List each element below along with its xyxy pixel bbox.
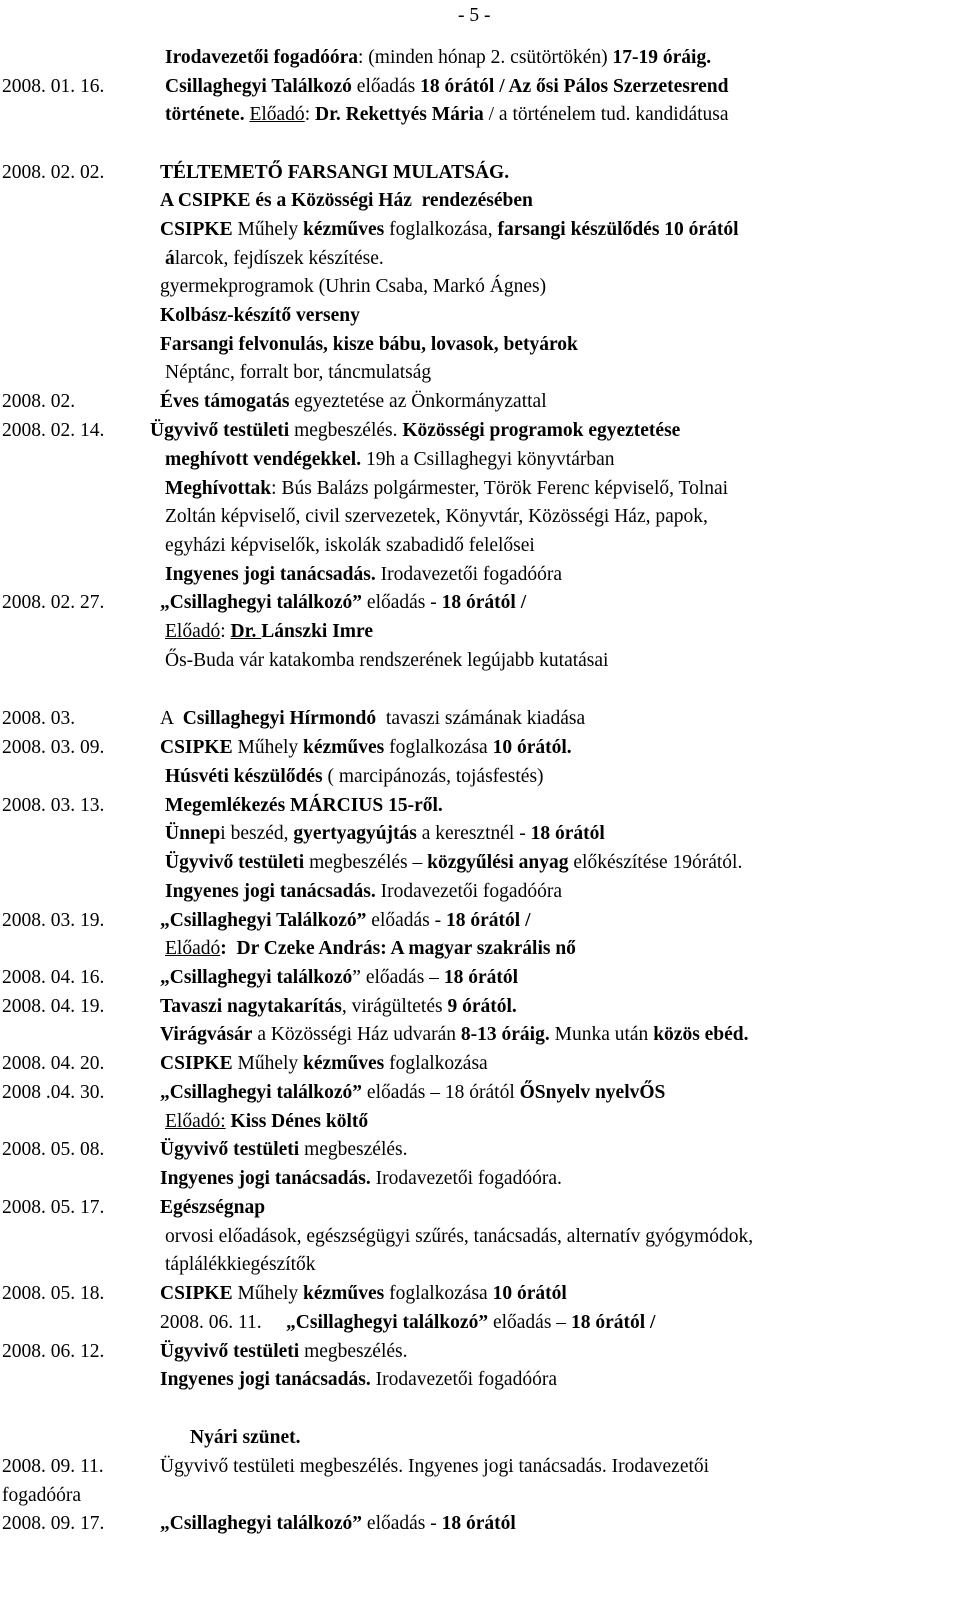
bold-text: Közösségi programok egyeztetése: [402, 420, 681, 441]
entry-text: [160, 331, 578, 359]
bold-text: Dr Czeke András: A magyar szakrális nő: [231, 938, 576, 959]
text-run: : (minden hónap 2. csütörtökén): [357, 47, 613, 68]
entry-date: 2008. 05. 08.: [2, 1139, 105, 1160]
bold-text: Virágvásár: [160, 1024, 253, 1045]
text-run: a keresztnél -: [416, 823, 531, 844]
entry-text: [160, 734, 572, 762]
text-run: Irodavezetői fogadóóra: [375, 881, 562, 902]
entry-text: [165, 1251, 316, 1279]
bold-text: CSIPKE: [160, 737, 233, 758]
text-run: megbeszélés.: [289, 420, 403, 441]
bold-text: gyertyagyújtás: [293, 823, 417, 844]
bold-text: Kolbász-készítő verseny: [160, 305, 360, 326]
entry-text: [165, 359, 431, 387]
bold-text: „Csillaghegyi Találkozó”: [160, 910, 367, 931]
bold-text: 10 órától: [492, 1283, 567, 1304]
entry-date: 2008. 02. 14.: [2, 420, 105, 441]
bold-text: kézműves: [303, 1283, 385, 1304]
bold-text: Dr.: [230, 621, 262, 642]
entry-text: [165, 1108, 368, 1136]
bold-text: története.: [165, 104, 250, 125]
text-run: Műhely: [232, 1283, 304, 1304]
text-run: előadás –: [488, 1312, 571, 1333]
text-run: Zoltán képviselő, civil szervezetek, Könyvtár, Közösségi Ház, papok,: [165, 506, 708, 527]
text-run: egyházi képviselők, iskolák szabadidő felelősei: [165, 535, 535, 556]
entry-text: [160, 589, 526, 617]
entry-date: 2008. 09. 17.: [2, 1513, 105, 1534]
entry-text: [190, 1424, 301, 1452]
bold-text: 10 órától.: [492, 737, 572, 758]
text-run: táplálékkiegészítők: [165, 1254, 316, 1275]
bold-text: Csillaghegyi Találkozó: [165, 76, 352, 97]
bold-text: 18 órától: [441, 1513, 516, 1534]
text-run: foglalkozása,: [384, 219, 498, 240]
bold-text: Nyári szünet.: [190, 1427, 301, 1448]
bold-text: kézműves: [303, 737, 385, 758]
entry-date: 2008. 04. 20.: [2, 1053, 105, 1074]
entry-text: [160, 1079, 665, 1107]
bold-text: 18 órától /: [446, 910, 531, 931]
bold-text: kézműves: [303, 1053, 385, 1074]
bold-text: A CSIPKE és a Közösségi Ház rendezésében: [160, 190, 533, 211]
entry-text: [160, 1165, 562, 1193]
text-run: fogadóóra: [2, 1485, 82, 1506]
entry-text: [165, 561, 562, 589]
text-run: megbeszélés.: [299, 1341, 408, 1362]
bold-text: Ügyvivő testületi: [165, 852, 305, 873]
bold-text: „Csillaghegyi találkozó”: [160, 1082, 363, 1103]
entry-text: [165, 1223, 753, 1251]
text-run: Irodavezetői fogadóóra: [370, 1369, 557, 1390]
entry-text: [165, 101, 729, 129]
entry-date: 2008. 02. 27.: [2, 592, 105, 613]
text-run: előadás: [351, 76, 421, 97]
bold-text: á: [165, 248, 175, 269]
text-run: előadás – 18 órától: [362, 1082, 520, 1103]
bold-text: Dr. Rekettyés Mária: [314, 104, 484, 125]
bold-text: :: [220, 938, 232, 959]
text-run: Előadó: [165, 621, 221, 642]
bold-text: Ügyvivő testületi: [160, 1341, 300, 1362]
bold-text: Megemlékezés MÁRCIUS 15-ről.: [165, 795, 443, 816]
entry-date: 2008. 02.: [2, 391, 76, 412]
bold-text: CSIPKE: [160, 219, 233, 240]
entry-text: [165, 647, 608, 675]
bold-text: Meghívottak: [165, 478, 272, 499]
entry-text: [160, 1338, 407, 1366]
entry-text: [160, 159, 509, 187]
entry-text: [160, 993, 517, 1021]
entry-date: 2008 .04. 30.: [2, 1082, 105, 1103]
text-run: Ügyvivő testületi megbeszélés. Ingyenes jogi tanácsadás. Irodavezetői: [160, 1456, 710, 1477]
text-run: előadás -: [362, 592, 442, 613]
bold-text: Irodavezetői fogadóóra: [165, 47, 358, 68]
bold-text: „Csillaghegyi találkozó: [160, 967, 353, 988]
entry-text: [160, 273, 546, 301]
entry-text: [165, 245, 384, 273]
entry-text: [165, 849, 742, 877]
text-run: : Bús Balázs polgármester, Török Ferenc képviselő, Tolnai: [271, 478, 729, 499]
bold-text: Lánszki Imre: [261, 621, 374, 642]
bold-text: 17-19 óráig.: [612, 47, 712, 68]
bold-text: 18 órától /: [570, 1312, 656, 1333]
text-run: előkészítése 19órától.: [568, 852, 743, 873]
bold-text: Éves támogatás: [160, 391, 290, 412]
text-run: foglalkozása: [384, 737, 493, 758]
bold-text: 18 órától: [443, 967, 519, 988]
text-run: 2008. 06. 11.: [160, 1312, 287, 1333]
entry-text: [160, 1280, 567, 1308]
entry-date: 2008. 05. 17.: [2, 1197, 105, 1218]
entry-text: [160, 1366, 557, 1394]
entry-text: [2, 1482, 81, 1510]
entry-text: [165, 763, 544, 791]
entry-text: [160, 1510, 516, 1538]
bold-text: CSIPKE: [160, 1283, 233, 1304]
bold-text: Tavaszi nagytakarítás: [160, 996, 342, 1017]
entry-text: [160, 1453, 709, 1481]
entry-text: [160, 1050, 488, 1078]
text-run: ( marcipánozás, tojásfestés): [322, 766, 544, 787]
text-run: megbeszélés –: [304, 852, 428, 873]
entry-text: [160, 388, 547, 416]
page-number: - 5 -: [458, 5, 491, 26]
bold-text: 18 órától: [530, 823, 605, 844]
text-run: :: [304, 104, 315, 125]
bold-text: Húsvéti készülődés: [165, 766, 323, 787]
entry-text: [165, 73, 728, 101]
text-run: Műhely: [232, 219, 304, 240]
entry-text: [160, 964, 518, 992]
bold-text: Egészségnap: [160, 1197, 266, 1218]
entry-date: 2008. 01. 16.: [2, 76, 105, 97]
text-run: Irodavezetői fogadóóra: [375, 564, 562, 585]
bold-text: 18 órától / Az ősi Pálos Szerzetesrend: [420, 76, 729, 97]
bold-text: CSIPKE: [160, 1053, 233, 1074]
entry-date: 2008. 05. 18.: [2, 1283, 105, 1304]
text-run: Előadó: [249, 104, 305, 125]
bold-text: Ünnep: [165, 823, 221, 844]
entry-text: [165, 503, 708, 531]
bold-text: „Csillaghegyi találkozó”: [160, 592, 363, 613]
bold-text: Ingyenes jogi tanácsadás.: [165, 564, 376, 585]
entry-text: [165, 820, 605, 848]
bold-text: TÉLTEMETŐ FARSANGI MULATSÁG.: [160, 162, 510, 183]
text-run: a Közösségi Ház udvarán: [252, 1024, 461, 1045]
bold-text: Ügyvivő testületi: [160, 1139, 300, 1160]
entry-text: [160, 1194, 265, 1222]
entry-text: [160, 1309, 655, 1337]
bold-text: 9 órától.: [447, 996, 517, 1017]
text-run: előadás -: [366, 910, 447, 931]
entry-text: [165, 475, 728, 503]
bold-text: 18 órától /: [441, 592, 527, 613]
text-run: i beszéd,: [220, 823, 294, 844]
text-run: A: [160, 708, 183, 729]
bold-text: farsangi készülődés 10 órától: [497, 219, 739, 240]
text-run: Néptánc, forralt bor, táncmulatság: [165, 362, 432, 383]
bold-text: Ingyenes jogi tanácsadás.: [160, 1369, 371, 1390]
text-run: / a történelem tud. kandidátusa: [483, 104, 729, 125]
text-run: ” előadás –: [352, 967, 444, 988]
entry-date: 2008. 04. 16.: [2, 967, 105, 988]
text-run: foglalkozása: [384, 1053, 488, 1074]
entry-date: 2008. 09. 11.: [2, 1456, 104, 1477]
bold-text: ŐSnyelv nyelvŐS: [519, 1082, 666, 1103]
text-run: larcok, fejdíszek készítése.: [174, 248, 384, 269]
entry-date: 2008. 06. 12.: [2, 1341, 105, 1362]
bold-text: közös ebéd.: [653, 1024, 749, 1045]
bold-text: Csillaghegyi Hírmondó: [182, 708, 377, 729]
text-run: Műhely: [232, 1053, 304, 1074]
entry-text: [165, 935, 576, 963]
entry-text: [165, 792, 443, 820]
entry-text: [160, 302, 360, 330]
entry-text: [165, 532, 535, 560]
bold-text: közgyűlési anyag: [427, 852, 569, 873]
entry-text: [165, 446, 615, 474]
text-run: megbeszélés.: [299, 1139, 408, 1160]
bold-text: „Csillaghegyi találkozó”: [286, 1312, 489, 1333]
bold-text: Ügyvivő testületi: [150, 420, 290, 441]
entry-date: 2008. 03. 19.: [2, 910, 105, 931]
text-run: Műhely: [232, 737, 304, 758]
bold-text: Ingyenes jogi tanácsadás.: [160, 1168, 371, 1189]
entry-date: 2008. 02. 02.: [2, 162, 105, 183]
text-run: gyermekprogramok (Uhrin Csaba, Markó Ágnes): [160, 276, 547, 297]
bold-text: Kiss Dénes költő: [230, 1111, 369, 1132]
bold-text: 8-13 óráig.: [460, 1024, 550, 1045]
text-run: előadás -: [362, 1513, 442, 1534]
entry-text: [160, 907, 531, 935]
entry-text: [160, 1021, 749, 1049]
entry-date: 2008. 04. 19.: [2, 996, 105, 1017]
bold-text: Ingyenes jogi tanácsadás.: [165, 881, 376, 902]
text-run: egyeztetése az Önkormányzattal: [289, 391, 547, 412]
text-run: Ős-Buda vár katakomba rendszerének legújabb kutatásai: [165, 650, 609, 671]
entry-text: [160, 705, 585, 733]
entry-text: [160, 1136, 407, 1164]
text-run: Előadó:: [165, 1111, 226, 1132]
text-run: tavaszi számának kiadása: [376, 708, 586, 729]
bold-text: Farsangi felvonulás, kisze bábu, lovasok, betyárok: [160, 334, 578, 355]
text-run: Irodavezetői fogadóóra.: [370, 1168, 562, 1189]
text-run: Munka után: [549, 1024, 654, 1045]
entry-text: [165, 44, 711, 72]
bold-text: kézműves: [303, 219, 385, 240]
entry-text: [160, 187, 533, 215]
entry-date: 2008. 03.: [2, 708, 76, 729]
bold-text: meghívott vendégekkel.: [165, 449, 362, 470]
text-run: Előadó: [165, 938, 221, 959]
entry-date: 2008. 03. 13.: [2, 795, 105, 816]
text-run: 19h a Csillaghegyi könyvtárban: [361, 449, 615, 470]
text-run: foglalkozása: [384, 1283, 493, 1304]
entry-text: [150, 417, 680, 445]
text-run: , virágültetés: [341, 996, 448, 1017]
entry-text: [160, 216, 739, 244]
text-run: :: [220, 621, 231, 642]
entry-text: [165, 618, 373, 646]
entry-text: [165, 878, 562, 906]
text-run: orvosi előadások, egészségügyi szűrés, tanácsadás, alternatív gyógymódok,: [165, 1226, 754, 1247]
bold-text: „Csillaghegyi találkozó”: [160, 1513, 363, 1534]
entry-date: 2008. 03. 09.: [2, 737, 105, 758]
